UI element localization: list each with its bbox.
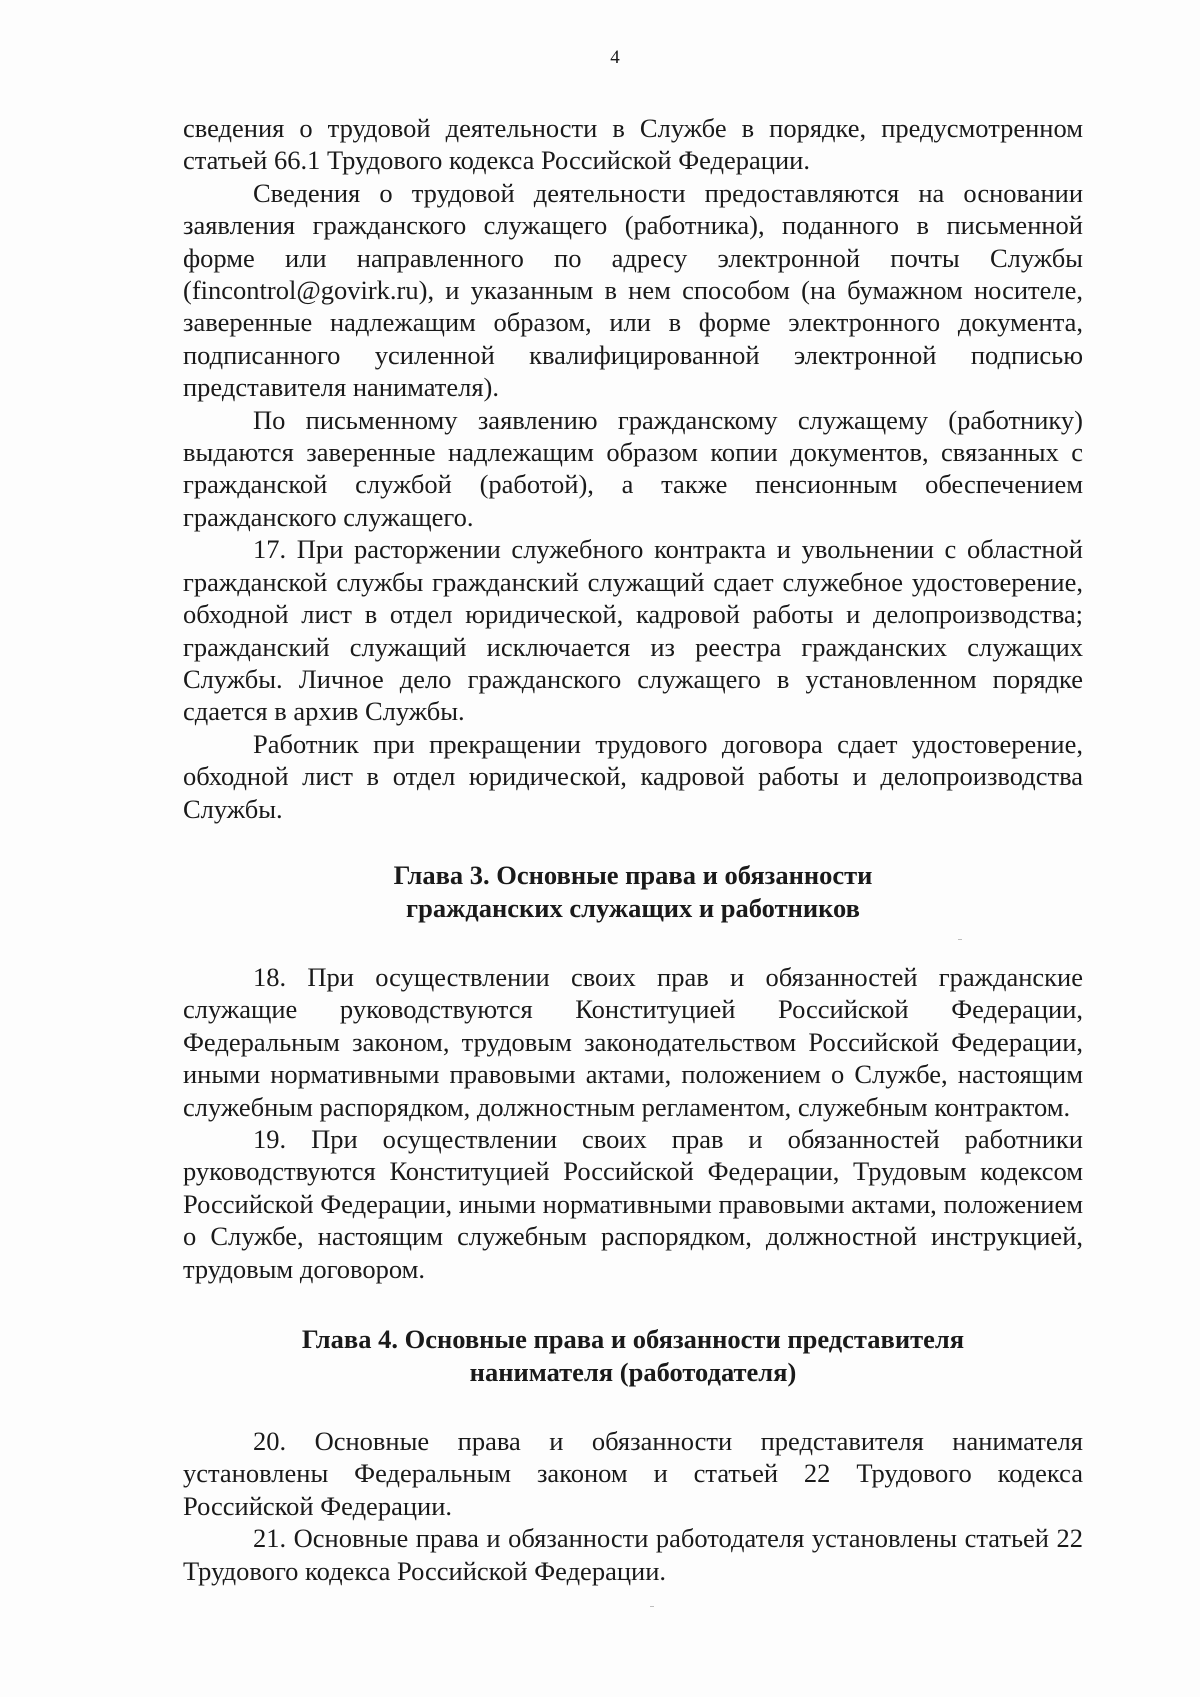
chapter-4-heading bbox=[183, 1323, 1083, 1389]
paragraph-continuation: сведения о трудовой деятельности в Службе в порядке, предусмотренном статьей 66.1 Трудового кодекса Российской Федерации. bbox=[183, 113, 1083, 176]
chapter-3-title-line2: гражданских служащих и работников bbox=[406, 892, 860, 923]
document-body bbox=[183, 112, 1083, 1587]
chapter-3-heading bbox=[183, 859, 1083, 925]
scan-speck bbox=[650, 1606, 654, 1607]
paragraph-20: 20. Основные права и обязанности представителя нанимателя установлены Федеральным законом и статьей 22 Трудового кодекса Российской Федерации. bbox=[183, 1426, 1083, 1521]
paragraph-work-info: Сведения о трудовой деятельности предоставляются на основании заявления гражданского служащего (работника), поданного в письменной форме или направленного по адресу электронной почты Службы (fincontrol@govirk.ru), и указанным в нем способом (на бумажном носителе, заверенные надлежащим образом, или в форме электронного документа, подписанного усиленной квалифицированной электронной подписью представителя нанимателя). bbox=[183, 177, 1083, 403]
scan-speck bbox=[958, 939, 962, 940]
page-number: 4 bbox=[610, 47, 620, 68]
paragraph-21: 21. Основные права и обязанности работодателя установлены статьей 22 Трудового кодекса Российской Федерации. bbox=[183, 1523, 1083, 1586]
paragraph-written-request: По письменному заявлению гражданскому служащему (работнику) выдаются заверенные надлежащим образом копии документов, связанных с гражданской службой (работой), а также пенсионным обеспечением гражданского служащего. bbox=[183, 404, 1083, 532]
chapter-4-title-line2: нанимателя (работодателя) bbox=[469, 1357, 797, 1387]
paragraph-19: 19. При осуществлении своих прав и обязанностей работники руководствуются Конституцией Российской Федерации, Трудовым кодексом Российской Федерации, иными нормативными правовыми актами, положением о Службе, настоящим служебным распорядком, должностной инструкцией, трудовым договором. bbox=[183, 1123, 1083, 1284]
chapter-3-title-line1: Глава 3. Основные права и обязанности bbox=[393, 859, 873, 890]
paragraph-employee-termination: Работник при прекращении трудового договора сдает удостоверение, обходной лист в отдел юридической, кадровой работы и делопроизводства Службы. bbox=[183, 728, 1083, 824]
paragraph-17: 17. При расторжении служебного контракта и увольнении с областной гражданской службы гражданский служащий сдает служебное удостоверение, обходной лист в отдел юридической, кадровой работы и делопроизводства; гражданский служащий исключается из реестра гражданских служащих Службы. Личное дело гражданского служащего в установленном порядке сдается в архив Службы. bbox=[183, 534, 1083, 727]
paragraph-18: 18. При осуществлении своих прав и обязанностей гражданские служащие руководствуются Конституцией Российской Федерации, Федеральным законом, трудовым законодательством Российской Федерации, иными нормативными правовыми актами, положением о Службе, настоящим служебным распорядком, должностным регламентом, служебным контрактом. bbox=[183, 961, 1083, 1122]
chapter-4-title-line1: Глава 4. Основные права и обязанности представителя bbox=[301, 1324, 965, 1354]
